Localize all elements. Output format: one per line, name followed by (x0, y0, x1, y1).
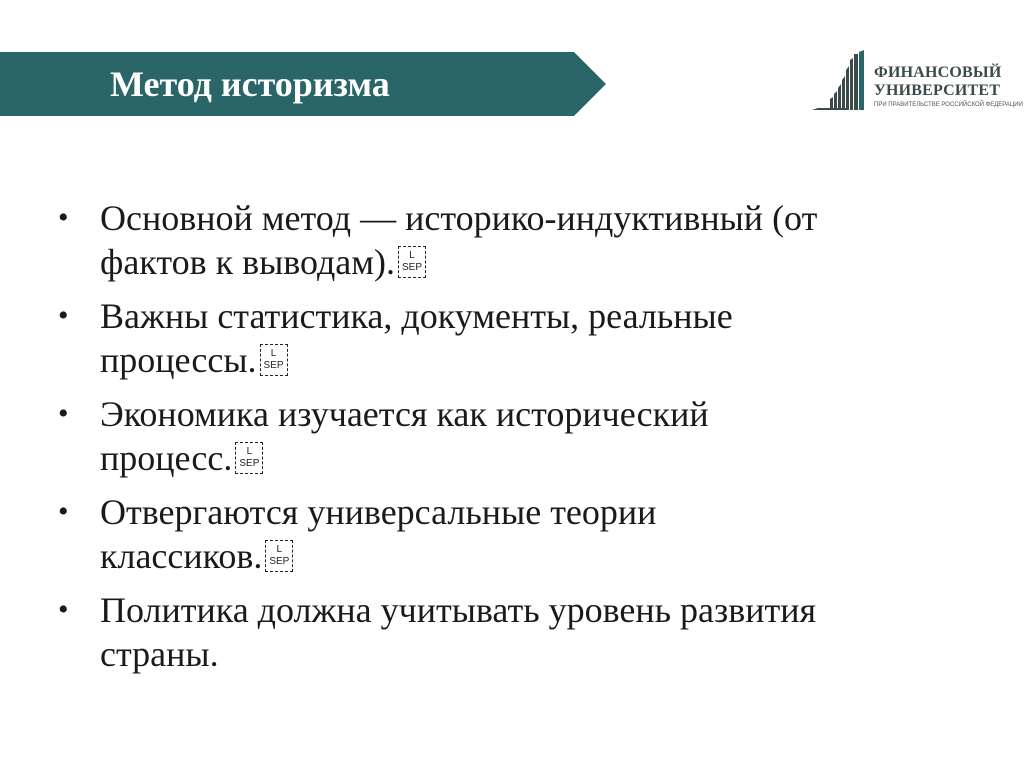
bullet-icon: • (58, 201, 69, 234)
bullet-text-line2: страны. (100, 634, 219, 674)
bullet-icon: • (58, 495, 69, 528)
list-item (58, 392, 958, 480)
separator-glyph-icon (398, 246, 426, 278)
list-item (58, 588, 958, 676)
bullet-icon: • (58, 593, 69, 626)
logo-text-line1: ФИНАНСОВЫЙ (874, 64, 1002, 81)
title-banner (0, 52, 606, 116)
sep-glyph-bottom: SEP (269, 555, 290, 567)
bullet-text-line1: Отвергаются универсальные теории (100, 492, 657, 532)
sep-glyph-bottom: SEP (263, 359, 284, 371)
bullet-text-line1: Политика должна учитывать уровень развития (100, 590, 817, 630)
sep-glyph-top: L (246, 445, 253, 457)
bullet-text-line2: процессы. (100, 340, 257, 380)
sep-glyph-bottom: SEP (239, 457, 260, 469)
separator-glyph-icon (260, 344, 288, 376)
separator-glyph-icon (235, 442, 263, 474)
slide-title: Метод историзма (110, 64, 390, 104)
list-item (58, 490, 958, 578)
bullet-text-line2: фактов к выводам). (100, 242, 396, 282)
bullet-icon: • (58, 299, 69, 332)
sep-glyph-top: L (270, 347, 277, 359)
logo-text-line3: ПРИ ПРАВИТЕЛЬСТВЕ РОССИЙСКОЙ ФЕДЕРАЦИИ (874, 102, 1023, 108)
university-logo-icon (808, 48, 872, 116)
bullet-text-line1: Основной метод — историко-индуктивный (от (100, 198, 818, 238)
bullet-list (58, 196, 958, 686)
sep-glyph-top: L (409, 249, 415, 261)
bullet-text-line2: процесс. (100, 438, 233, 478)
bullet-text-line1: Экономика изучается как исторический (100, 394, 709, 434)
sep-glyph-top: L (276, 543, 283, 555)
bullet-text-line1: Важны статистика, документы, реальные (100, 296, 733, 336)
list-item (58, 294, 958, 382)
separator-glyph-icon (265, 540, 293, 572)
logo-text-line2: УНИВЕРСИТЕТ (874, 82, 1001, 99)
university-logo (808, 48, 1023, 116)
bullet-icon: • (58, 397, 69, 430)
bullet-text-line2: классиков. (100, 536, 263, 576)
sep-glyph-bottom: SEP (402, 261, 423, 273)
list-item (58, 196, 958, 284)
